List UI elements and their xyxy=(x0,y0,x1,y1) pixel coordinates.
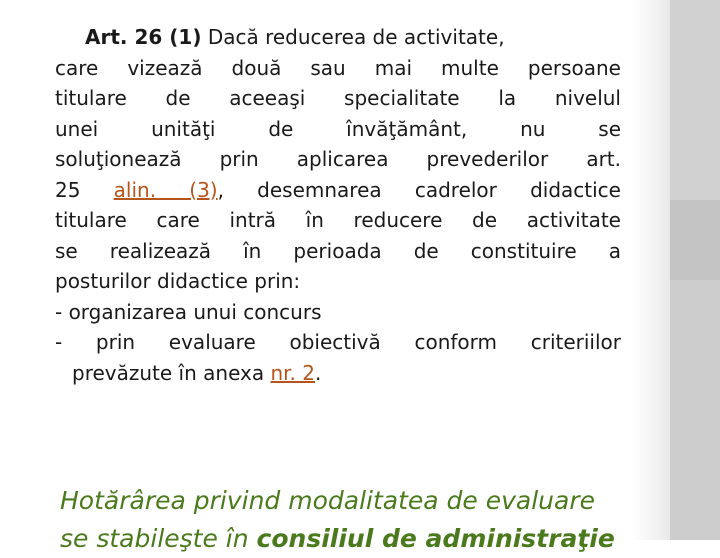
article-line-1 xyxy=(55,22,621,53)
footer-line-1: Hotărârea privind modalitatea de evaluare xyxy=(60,486,595,515)
list-item-evaluare-continued xyxy=(55,358,621,389)
article-line-6-pre: 25 xyxy=(55,177,114,202)
article-line-2: care vizează două sau mai multe persoane xyxy=(55,55,621,80)
article-line-9: posturilor didactice prin: xyxy=(55,269,301,293)
alin-3-link[interactable]: alin. (3) xyxy=(113,177,218,202)
list-item-evaluare-cont-text: prevăzute în anexa xyxy=(72,360,271,385)
article-text xyxy=(55,22,621,388)
list-item-concurs: - organizarea unui concurs xyxy=(55,299,322,324)
footer-note xyxy=(60,482,700,558)
side-swatch-middle xyxy=(670,200,720,280)
anexa-nr-2-link[interactable]: nr. 2 xyxy=(270,360,315,385)
side-swatch-top xyxy=(670,0,720,200)
list-item-evaluare: - prin evaluare obiectivă conform criteriilor xyxy=(55,330,621,354)
footer-line-2 xyxy=(60,520,700,558)
article-line-3: titulare de aceeaşi specialitate la nivelul xyxy=(55,86,621,110)
article-line-8: se realizează în perioada de constituire a xyxy=(55,238,621,263)
article-line-6-post: , desemnarea cadrelor didactice xyxy=(217,177,621,202)
article-line-4: unei unităţi de învăţământ, nu se xyxy=(55,116,621,141)
article-line-6 xyxy=(55,175,621,206)
footer-line-2-text: se stabileşte în xyxy=(60,524,257,553)
list-item-evaluare-cont-end: . xyxy=(315,360,322,385)
article-heading: Art. 26 (1) xyxy=(85,25,202,49)
article-line-1-text: Dacă reducerea de activitate, xyxy=(201,25,505,49)
article-line-7: titulare care intră în reducere de activitate xyxy=(55,208,621,232)
footer-line-2-bold: consiliul de administraţie xyxy=(256,524,615,553)
article-line-5: soluţionează prin aplicarea prevederilor art. xyxy=(55,147,621,171)
